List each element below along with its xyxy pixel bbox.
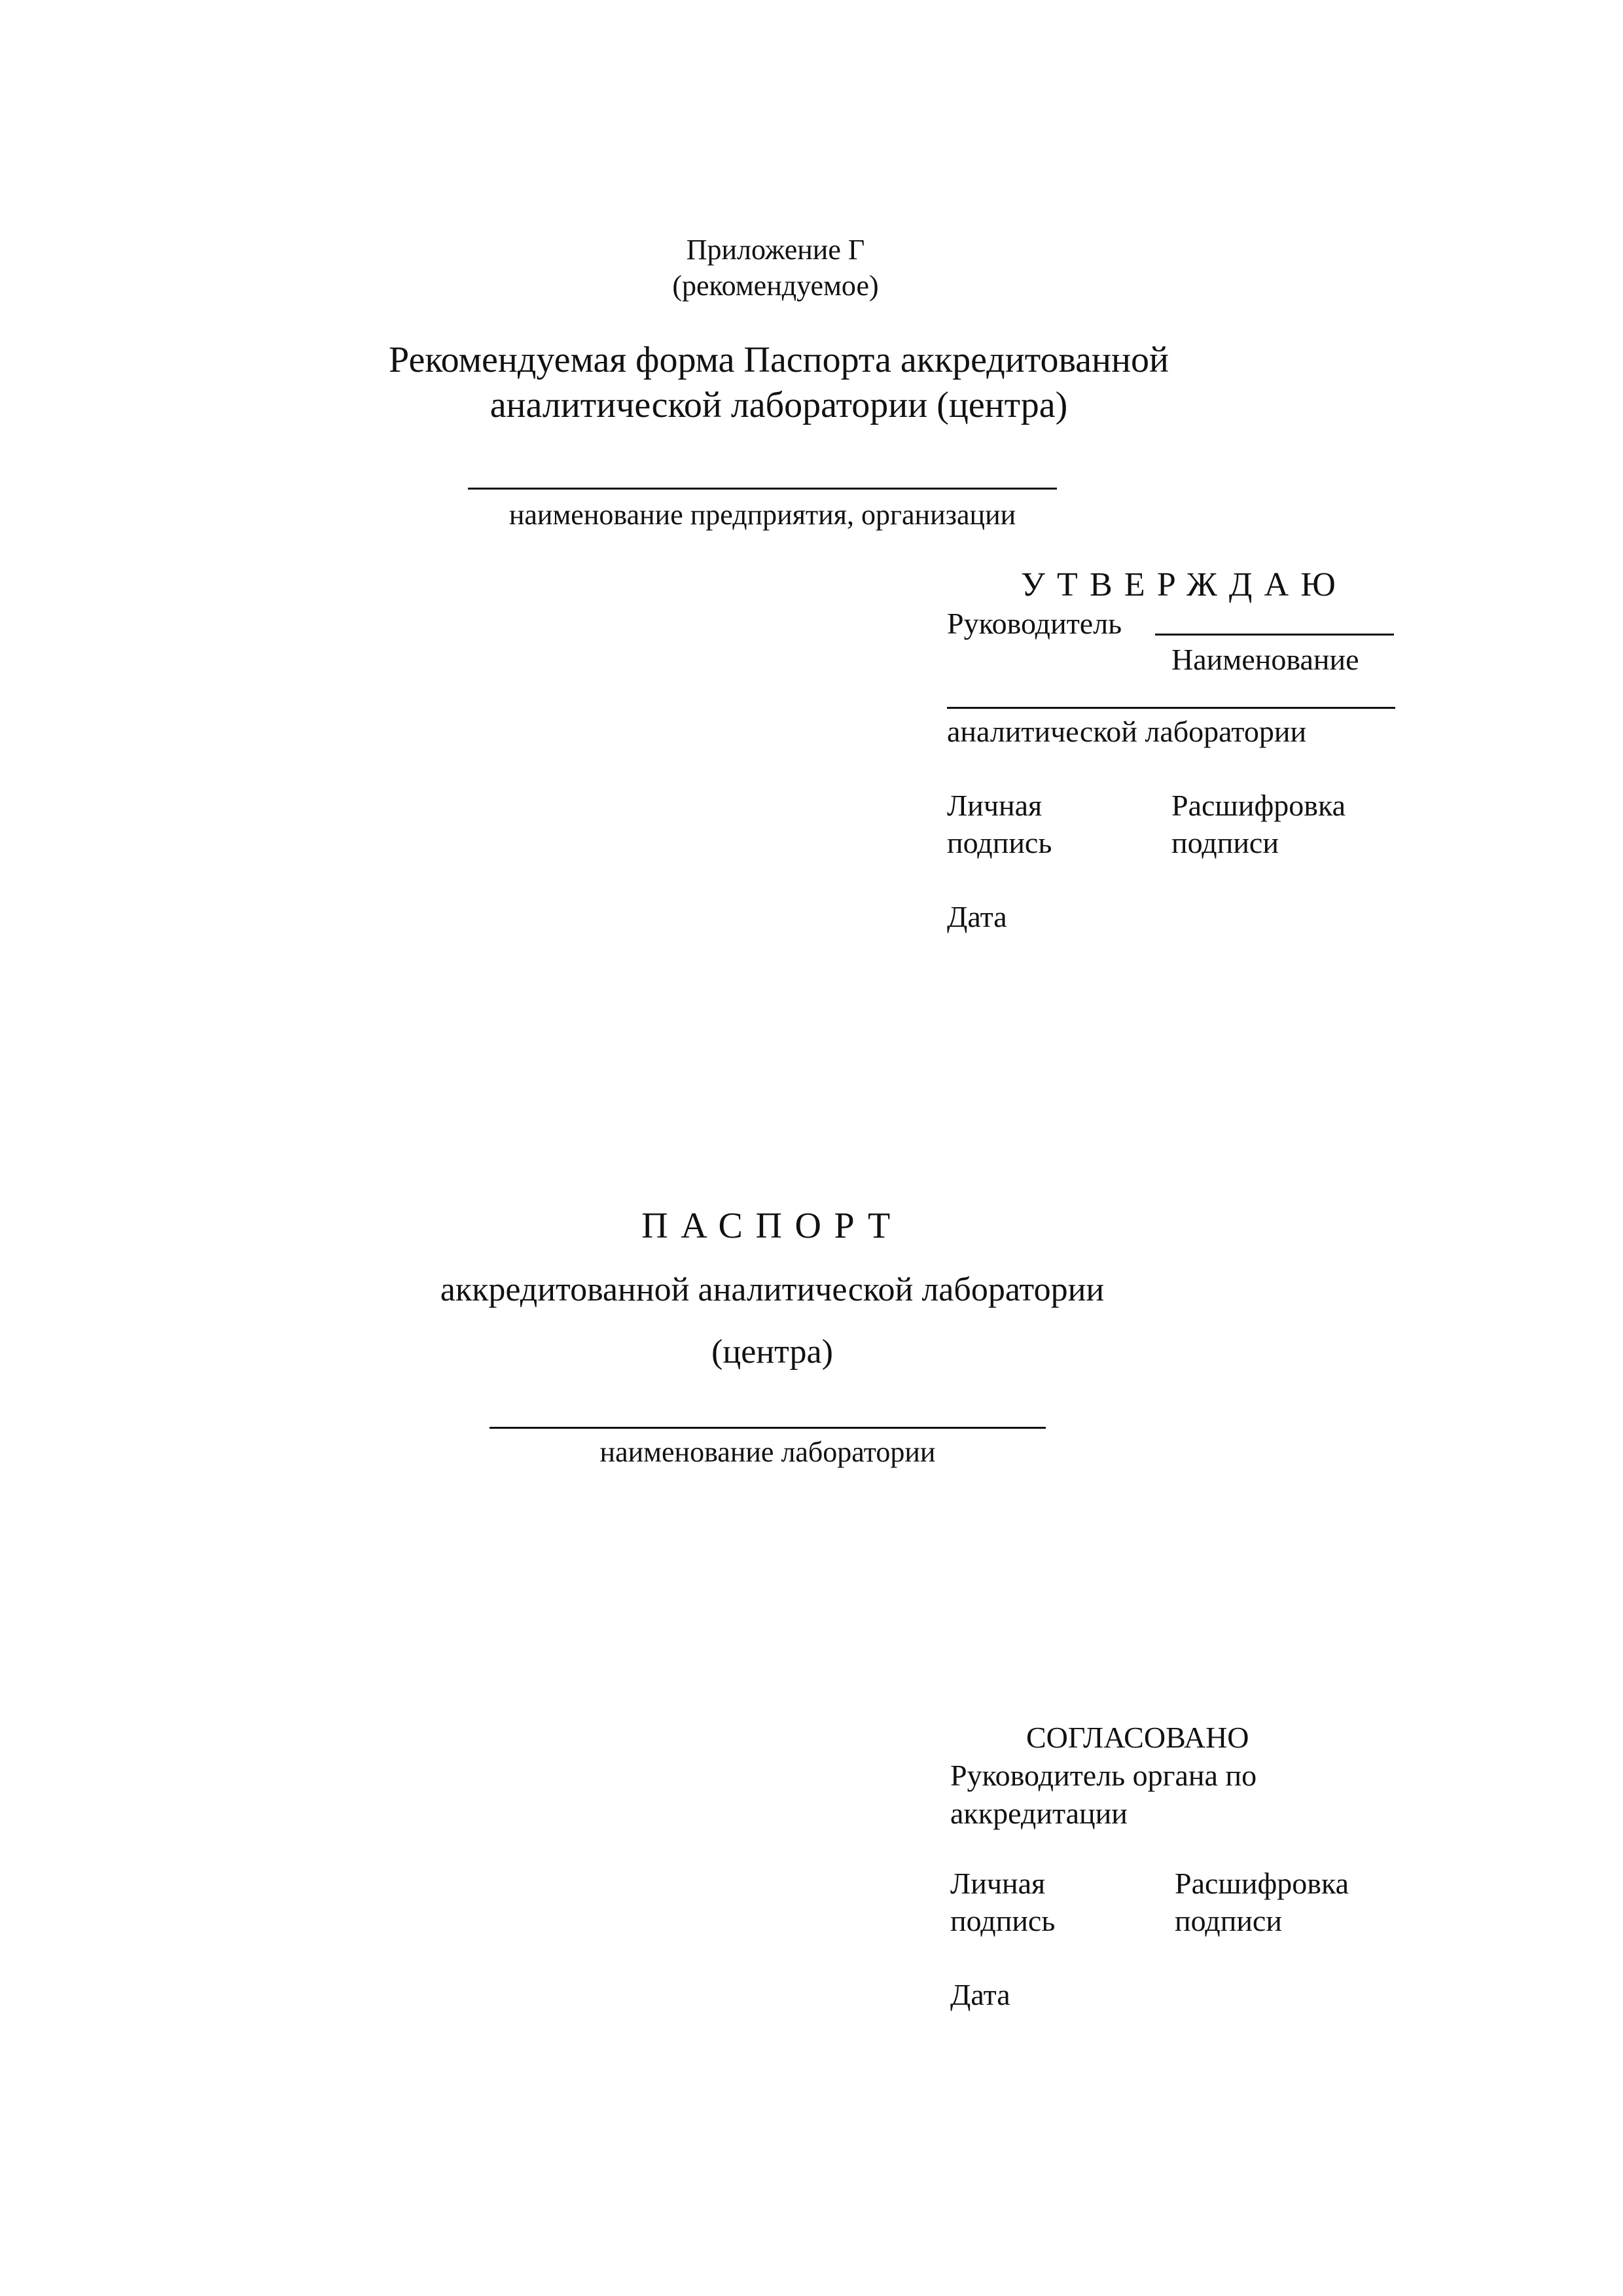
approval-transcript-label: Расшифровка bbox=[1171, 789, 1346, 822]
approval-signature-label: Личная bbox=[947, 789, 1043, 822]
agreement-transcript-label: Расшифровка bbox=[1175, 1867, 1349, 1900]
agreement-date-label: Дата bbox=[950, 1978, 1010, 2011]
laboratory-caption: наименование лаборатории bbox=[599, 1436, 936, 1468]
agreement-signature-label: Личная bbox=[950, 1867, 1046, 1900]
passport-line1: аккредитованной аналитической лаборатории bbox=[440, 1271, 1105, 1308]
agreement-heading: СОГЛАСОВАНО bbox=[1026, 1721, 1249, 1754]
organization-caption: наименование предприятия, организации bbox=[508, 499, 1016, 531]
agreement-transcript-label-2: подписи bbox=[1175, 1904, 1282, 1937]
approval-signature-label-2: подпись bbox=[947, 826, 1052, 859]
agreement-signature-label-2: подпись bbox=[950, 1904, 1056, 1937]
organization-name-line[interactable] bbox=[468, 488, 1057, 490]
approval-lab-label: аналитической лаборатории bbox=[947, 715, 1307, 748]
passport-line2: (центра) bbox=[711, 1333, 833, 1371]
approval-name-label: Наименование bbox=[1171, 643, 1359, 676]
agreement-head-label: Руководитель органа по bbox=[950, 1759, 1257, 1792]
approval-head-label: Руководитель bbox=[947, 607, 1122, 640]
passport-heading: ПАСПОРТ bbox=[641, 1206, 903, 1246]
form-title-line1: Рекомендуемая форма Паспорта аккредитованной bbox=[389, 340, 1169, 380]
laboratory-name-line[interactable] bbox=[490, 1427, 1046, 1429]
approval-head-line[interactable] bbox=[1155, 634, 1394, 636]
approval-lab-name-line[interactable] bbox=[947, 707, 1395, 709]
approval-transcript-label-2: подписи bbox=[1171, 826, 1279, 859]
form-title-line2: аналитической лаборатории (центра) bbox=[490, 385, 1068, 425]
appendix-label: Приложение Г bbox=[686, 234, 865, 266]
approval-heading: УТВЕРЖДАЮ bbox=[1021, 566, 1347, 603]
approval-date-label: Дата bbox=[947, 900, 1007, 933]
agreement-head-label-2: аккредитации bbox=[950, 1797, 1128, 1830]
appendix-status: (рекомендуемое) bbox=[672, 270, 879, 302]
